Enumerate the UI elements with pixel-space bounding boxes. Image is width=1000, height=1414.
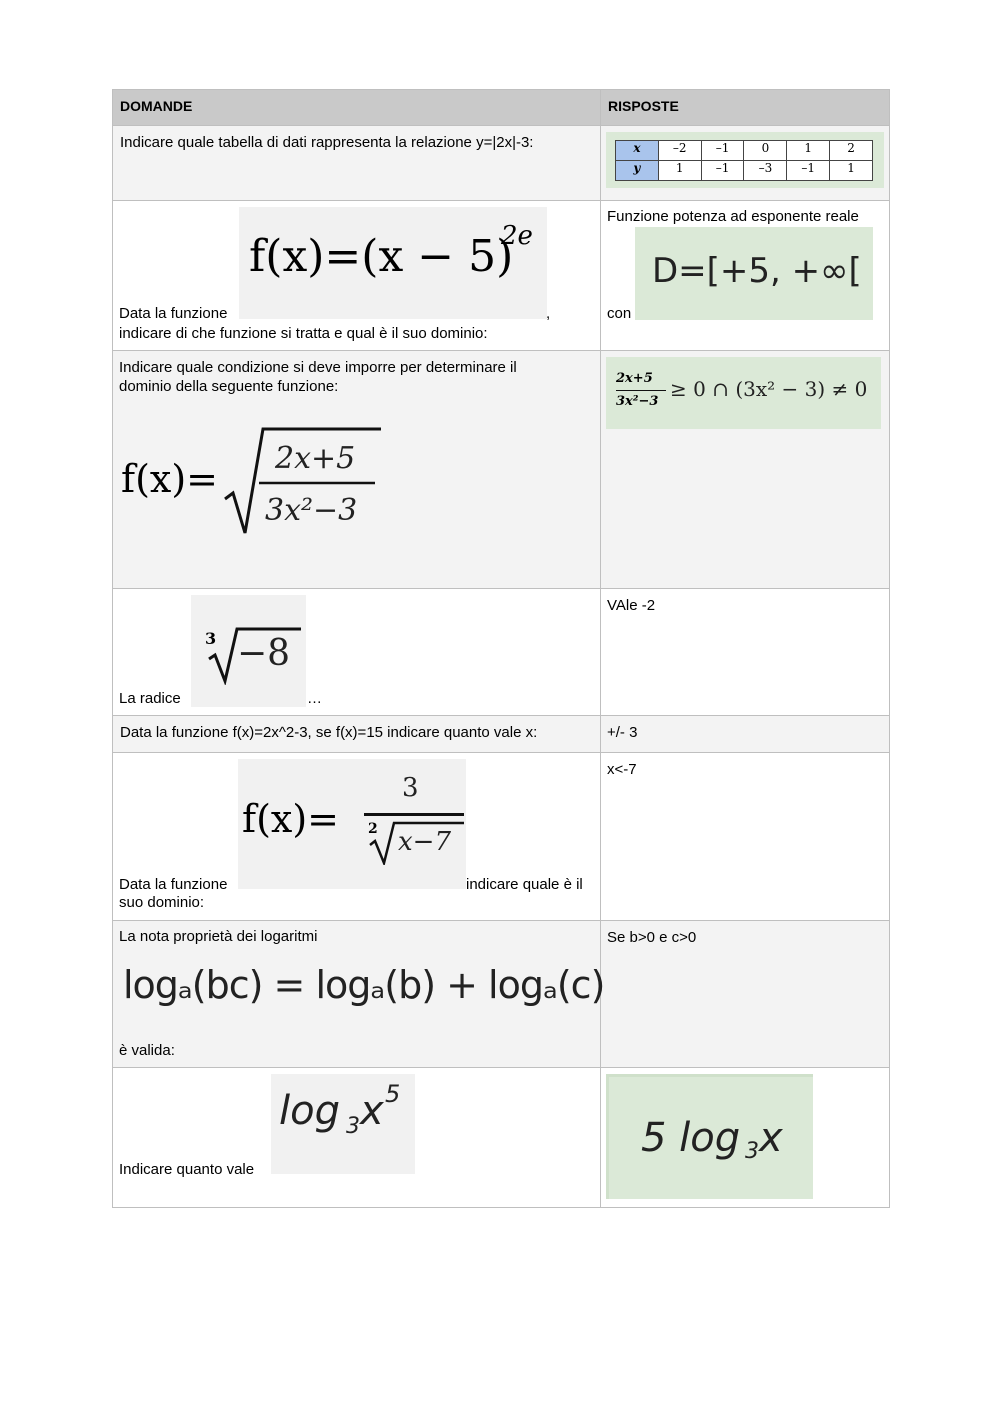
question-text: Data la funzione [119,876,228,893]
x-value: 2 [830,141,873,161]
formula-subscript: 3 [346,1114,360,1139]
formula-numerator: 3 [402,773,419,803]
answer-text: Se b>0 e c>0 [607,929,697,946]
formula-text: f(x)=(x − 5) [249,231,514,282]
question-cell [113,201,601,351]
answer-cell [601,589,890,716]
question-cell [113,126,601,201]
x-label: x [616,141,659,161]
question-text: La radice [119,690,181,707]
formula-text: logₐ(bc) = logₐ(b) + logₐ(c) [123,963,605,1007]
formula-image [239,207,547,319]
answer-formula-image [635,227,873,320]
formula-lhs: f(x)= [242,797,339,841]
answer-text: VAle -2 [607,597,656,614]
x-value: 0 [744,141,787,161]
question-text: dominio della seguente funzione: [119,378,339,395]
question-cell [113,589,601,716]
table-row [113,1068,890,1208]
header-answers: RISPOSTE [601,90,890,126]
question-text: Indicare quale condizione si deve imporre per determinare il [119,359,517,376]
answer-argument: x [759,1115,783,1161]
answer-inequality: ≥ 0 ∩ (3x² − 3) ≠ 0 [670,377,868,401]
question-cell [113,351,601,589]
question-text: Indicare quale tabella di dati rappresenta la relazione y=|2x|-3: [120,134,534,151]
table-row [113,126,890,201]
question-text: Data la funzione [119,305,228,322]
question-comma: , [546,305,551,322]
question-text: Data la funzione f(x)=2x^2-3, se f(x)=15 indicare quanto vale x: [120,724,538,741]
question-suffix: … [307,690,322,707]
formula-base: log [279,1088,340,1134]
question-cell [113,1068,601,1208]
table-row [113,753,890,921]
answer-cell [601,921,890,1068]
answer-table-image [606,132,884,188]
x-value: 1 [787,141,830,161]
formula-image [191,595,306,707]
formula-exponent: 2e [501,221,533,251]
question-text: La nota proprietà dei logaritmi [119,928,318,945]
question-text: suo dominio: [119,894,205,911]
answer-cell [601,716,890,753]
root-index: 3 [205,629,217,648]
root-radicand: −8 [237,633,291,674]
table-row [113,201,890,351]
qa-table [112,89,890,1208]
answer-formula-image [606,357,881,429]
x-value: –1 [701,141,744,161]
answer-text: con [607,305,632,322]
answer-cell [601,351,890,589]
answer-text: +/- 3 [607,724,638,741]
answer-coefficient: 5 log [641,1115,741,1161]
formula-exponent: 5 [385,1080,401,1108]
y-value: –3 [744,161,787,181]
root-radicand: x−7 [398,827,451,857]
question-cell [113,716,601,753]
table-row [113,716,890,753]
question-cell [113,921,605,1068]
question-text: è valida: [119,1042,175,1059]
answer-subscript: 3 [745,1139,759,1164]
table-row [113,921,890,1068]
y-label: y [616,161,659,181]
formula-image [238,759,466,889]
header-row [113,90,890,126]
y-value: –1 [701,161,744,181]
xy-table [615,140,873,181]
answer-numerator: 2x+5 [616,371,653,386]
formula-numerator: 2x+5 [275,441,356,476]
y-value: –1 [787,161,830,181]
answer-formula-image [606,1074,813,1199]
x-value: –2 [658,141,701,161]
formula-lhs: f(x)= [121,457,218,501]
answer-text: Funzione potenza ad esponente reale [607,208,859,225]
question-text: Indicare quanto vale [119,1161,255,1178]
formula-image [119,421,381,551]
answer-cell [601,1068,890,1208]
root-index: 2 [368,821,378,837]
answer-cell [601,126,890,201]
answer-formula: D=[+5, +∞[ [652,251,862,291]
question-suffix: indicare quale è il [466,876,583,893]
formula-denominator: 3x²−3 [265,493,358,528]
answer-denominator: 3x²−3 [616,394,659,409]
formula-image [271,1074,415,1174]
answer-text: x<-7 [607,761,637,778]
table-row [113,351,890,589]
question-cell [113,753,601,921]
fraction-bar [616,390,666,391]
y-value: 1 [830,161,873,181]
question-text: indicare di che funzione si tratta e qual è il suo dominio: [119,325,488,342]
header-questions: DOMANDE [113,90,601,126]
table-row [113,589,890,716]
answer-cell [601,201,890,351]
answer-cell [601,753,890,921]
formula-argument: x [360,1088,384,1134]
y-value: 1 [658,161,701,181]
fraction-bar [364,813,464,816]
